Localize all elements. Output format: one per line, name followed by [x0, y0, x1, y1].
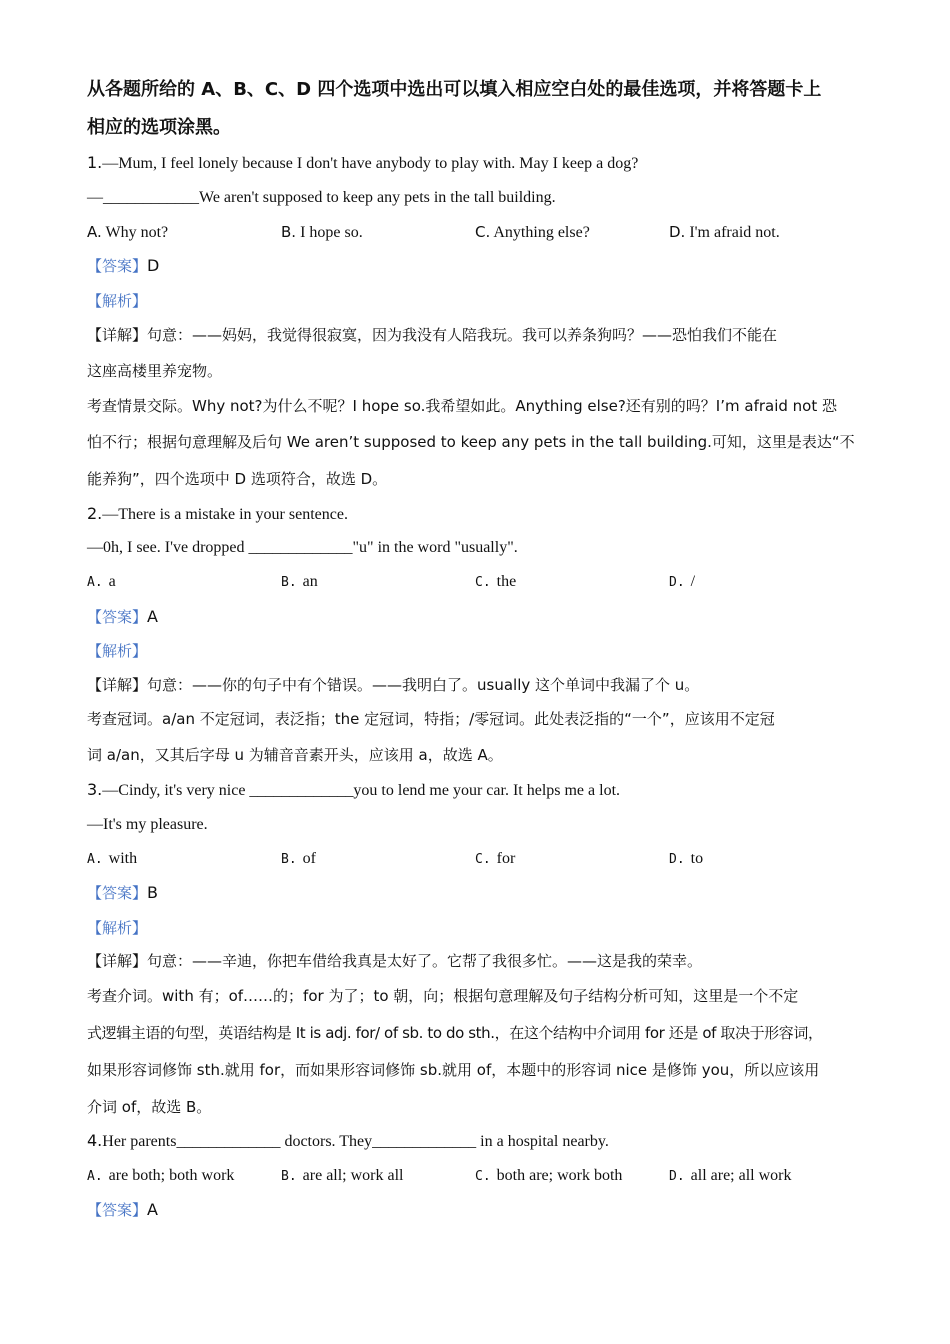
option-letter: D. — [669, 852, 685, 867]
detail-text: 句意：——你的句子中有个错误。——我明白了。usually 这个单词中我漏了个 u。 — [147, 676, 700, 694]
q4-answer — [87, 1199, 158, 1222]
q3-option-d — [669, 848, 703, 871]
q2-answer — [87, 606, 158, 629]
q2-explanation-2: 词 a/an，又其后字母 u 为辅音音素开头，应该用 a，故选 A。 — [87, 746, 503, 764]
answer-value: B — [147, 883, 158, 902]
q4-option-c — [475, 1165, 622, 1188]
option-text: of — [302, 850, 316, 867]
option-text: a — [108, 573, 116, 590]
q1-detail-2: 这座高楼里养宠物。 — [87, 362, 223, 380]
option-letter: C. — [475, 575, 491, 590]
option-letter: D. — [669, 1169, 685, 1184]
q1-detail — [87, 324, 777, 346]
q3-number: 3. — [87, 780, 103, 799]
q3-stem-text: —Cindy, it's very nice _____________you to lend me your car. It helps me a lot. — [102, 782, 621, 799]
q4-option-a — [87, 1165, 234, 1188]
option-letter: A. — [87, 1169, 103, 1184]
option-text: / — [690, 573, 696, 590]
detail-text: 句意：——妈妈，我觉得很寂寞，因为我没有人陪我玩。我可以养条狗吗？——恐怕我们不能在 — [147, 326, 778, 344]
q2-analysis-label: 【解析】 — [87, 642, 148, 660]
detail-text: 句意：——辛迪，你把车借给我真是太好了。它帮了我很多忙。——这是我的荣幸。 — [147, 952, 703, 970]
answer-label: 【答案】 — [87, 884, 148, 902]
option-text: to — [690, 850, 704, 867]
q2-reply: —0h, I see. I've dropped _____________"u" in the word "usually". — [87, 539, 518, 556]
q2-number: 2. — [87, 504, 103, 523]
q3-explanation-4: 介词 of，故选 B。 — [87, 1098, 212, 1116]
q3-explanation-2: 式逻辑主语的句型，英语结构是 It is adj. for/ of sb. to do sth.，在这个结构中介词用 for 还是 of 取决于形容词， — [87, 1024, 823, 1042]
answer-label: 【答案】 — [87, 1201, 148, 1219]
option-text: are all; work all — [302, 1167, 404, 1184]
option-text: for — [496, 850, 516, 867]
detail-label: 【详解】 — [87, 676, 148, 694]
q1-reply: —____________We aren't supposed to keep any pets in the tall building. — [87, 189, 556, 206]
q4-number: 4. — [87, 1131, 103, 1150]
option-letter: A. — [87, 223, 102, 241]
answer-label: 【答案】 — [87, 257, 148, 275]
option-text: all are; all work — [690, 1167, 792, 1184]
q3-detail — [87, 950, 702, 972]
q3-explanation-3: 如果形容词修饰 sth.就用 for，而如果形容词修饰 sb.就用 of，本题中的形容词 nice 是修饰 you，所以应该用 — [87, 1061, 820, 1079]
q1-option-b — [281, 221, 363, 244]
q3-stem — [87, 779, 620, 802]
option-letter: A. — [87, 852, 103, 867]
q2-explanation-1: 考查冠词。a/an 不定冠词，表泛指；the 定冠词，特指；/零冠词。此处表泛指的“一个”，应该用不定冠 — [87, 710, 775, 728]
option-text: an — [302, 573, 318, 590]
q3-reply: —It's my pleasure. — [87, 816, 208, 833]
q1-explanation-1: 考查情景交际。Why not?为什么不呢？I hope so.我希望如此。Anything else?还有别的吗？I’m afraid not 恐 — [87, 397, 837, 415]
option-letter: B. — [281, 223, 297, 241]
q1-option-c — [475, 221, 590, 244]
answer-value: A — [147, 607, 158, 626]
option-letter: D. — [669, 575, 685, 590]
q2-option-c — [475, 571, 516, 594]
option-letter: B. — [281, 852, 297, 867]
answer-label: 【答案】 — [87, 608, 148, 626]
q4-option-b — [281, 1165, 404, 1188]
option-text: Why not? — [105, 224, 169, 241]
option-letter: C. — [475, 223, 491, 241]
option-text: I'm afraid not. — [689, 224, 780, 241]
option-text: both are; work both — [496, 1167, 623, 1184]
q1-option-d — [669, 221, 780, 244]
q1-stem-text: —Mum, I feel lonely because I don't have anybody to play with. May I keep a dog? — [102, 155, 639, 172]
option-text: are both; both work — [108, 1167, 235, 1184]
option-text: I hope so. — [300, 224, 363, 241]
q1-explanation-3: 能养狗”，四个选项中 D 选项符合，故选 D。 — [87, 470, 388, 488]
q1-number: 1. — [87, 153, 103, 172]
option-text: with — [108, 850, 138, 867]
q3-analysis-label: 【解析】 — [87, 919, 148, 937]
q3-option-a — [87, 848, 137, 871]
instruction-line-1: 从各题所给的 A、B、C、D 四个选项中选出可以填入相应空白处的最佳选项，并将答题卡上 — [87, 79, 822, 100]
q1-explanation-2: 怕不行；根据句意理解及后句 We aren’t supposed to keep any pets in the tall building.可知，这里是表达“不 — [87, 433, 855, 451]
q1-answer — [87, 255, 159, 278]
instruction-line-2: 相应的选项涂黑。 — [87, 117, 231, 138]
q2-option-d — [669, 571, 695, 594]
q1-stem — [87, 152, 638, 175]
q1-option-a — [87, 221, 168, 244]
detail-label: 【详解】 — [87, 326, 148, 344]
q3-explanation-1: 考查介词。with 有；of……的；for 为了；to 朝，向；根据句意理解及句子结构分析可知，这里是一个不定 — [87, 987, 799, 1005]
q1-analysis-label: 【解析】 — [87, 292, 148, 310]
option-letter: D. — [669, 223, 686, 241]
q3-answer — [87, 882, 158, 905]
option-letter: C. — [475, 1169, 491, 1184]
q4-stem — [87, 1130, 609, 1153]
answer-value: A — [147, 1200, 158, 1219]
option-letter: C. — [475, 852, 491, 867]
q4-stem-text: Her parents_____________ doctors. They_____________ in a hospital nearby. — [102, 1133, 609, 1150]
option-letter: A. — [87, 575, 103, 590]
q3-option-b — [281, 848, 316, 871]
q2-stem-text: —There is a mistake in your sentence. — [102, 506, 348, 523]
answer-value: D — [147, 256, 160, 275]
q2-option-b — [281, 571, 318, 594]
q2-detail — [87, 674, 699, 696]
option-text: the — [496, 573, 517, 590]
q3-option-c — [475, 848, 515, 871]
option-text: Anything else? — [493, 224, 590, 241]
q4-option-d — [669, 1165, 792, 1188]
option-letter: B. — [281, 1169, 297, 1184]
q2-option-a — [87, 571, 116, 594]
option-letter: B. — [281, 575, 297, 590]
detail-label: 【详解】 — [87, 952, 148, 970]
q2-stem — [87, 503, 348, 526]
